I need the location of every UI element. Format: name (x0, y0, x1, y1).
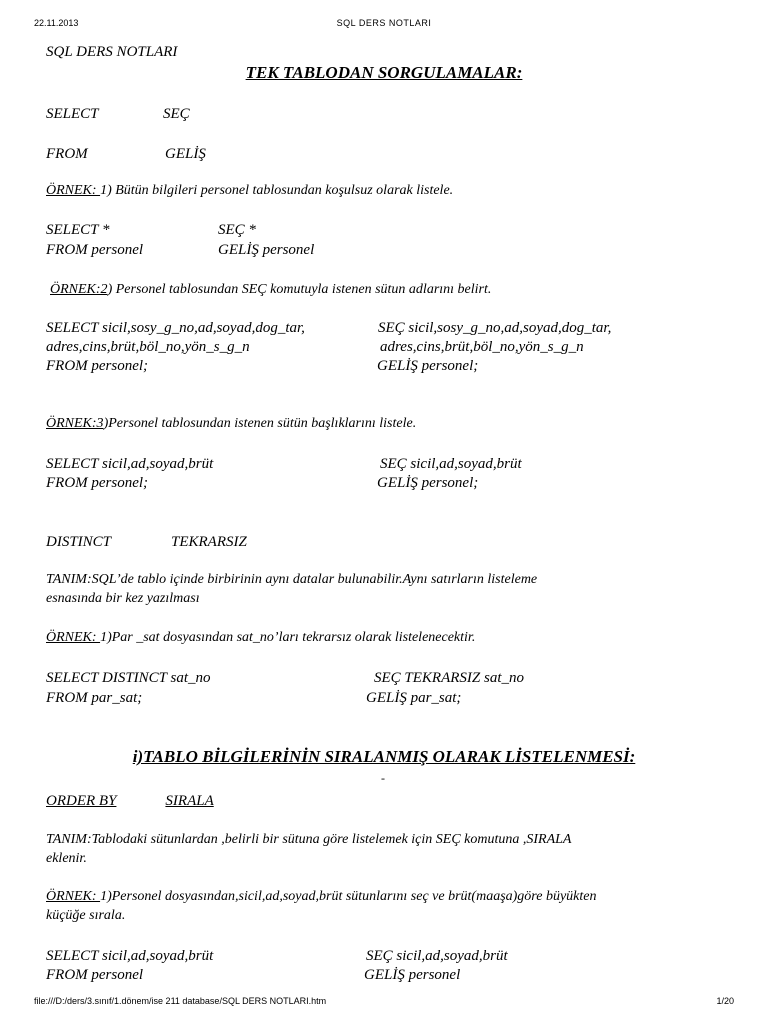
code-line: FROM par_sat; (46, 690, 143, 706)
definition-line: esnasında bir kez yazılması (46, 591, 200, 606)
header-date: 22.11.2013 (34, 18, 79, 28)
code-line: SELECT sicil,ad,soyad,brüt (46, 456, 214, 472)
example-label: ÖRNEK: (46, 889, 101, 904)
example-text: Par _sat dosyasından sat_no’ları tekrarsız olarak listelenecektir. (111, 630, 476, 645)
definition-line: TANIM:Tablodaki sütunlardan ,belirli bir sütuna göre listelemek için SEÇ komutuna ,SIRALA (46, 832, 572, 847)
code-line-tr: GELİŞ personel; (377, 358, 479, 374)
code-line: adres,cins,brüt,böl_no,yön_s_g_n (46, 339, 250, 355)
heading-single-table-queries: TEK TABLODAN SORGULAMALAR: (245, 63, 523, 82)
header-title: SQL DERS NOTLARI (336, 18, 432, 28)
example-text: Personel tablosundan istenen sütün başlıklarını listele. (108, 416, 417, 431)
example-label: ÖRNEK:3 (46, 416, 104, 431)
code-line-tr: SEÇ sicil,ad,soyad,brüt (366, 948, 508, 964)
example-4 (46, 630, 475, 646)
code-line-tr: SEÇ * (218, 222, 256, 238)
from-translation: GELİŞ (165, 146, 206, 162)
orderby-translation: SIRALA (165, 793, 214, 809)
select-translation: SEÇ (163, 106, 190, 122)
example-label: ÖRNEK: (46, 630, 101, 645)
example-number: 1) (100, 889, 112, 904)
code-line-tr: adres,cins,brüt,böl_no,yön_s_g_n (380, 339, 584, 355)
select-keyword: SELECT (46, 106, 99, 122)
code-line: SELECT * (46, 222, 110, 238)
doc-title: SQL DERS NOTLARI (46, 44, 178, 60)
code-line-tr: GELİŞ personel (364, 967, 461, 983)
definition-line: eklenir. (46, 851, 87, 866)
footer-page-number: 1/20 (716, 996, 734, 1006)
orderby-keyword (46, 793, 214, 810)
code-line-tr: GELİŞ personel (218, 242, 315, 258)
distinct-keyword: DISTINCT (46, 534, 112, 550)
orderby-label: ORDER BY (46, 793, 117, 809)
example-3 (46, 416, 416, 432)
example-label: ÖRNEK:2 (50, 282, 108, 297)
example-text: Personel dosyasından,sicil,ad,soyad,brüt sütunlarını seç ve brüt(maaşa)göre büyükten (111, 889, 597, 904)
example-text-cont: küçüğe sırala. (46, 908, 126, 923)
example-number: ) (103, 416, 109, 431)
example-text: Personel tablosundan SEÇ komutuyla istenen sütun adlarını belirt. (112, 282, 492, 297)
example-number: ) (107, 282, 113, 297)
example-number: 1) (100, 183, 112, 198)
example-label: ÖRNEK: (46, 183, 101, 198)
footer-url: file:///D:/ders/3.sınıf/1.dönem/ise 211 database/SQL DERS NOTLARI.htm (34, 996, 327, 1006)
code-line-tr: SEÇ sicil,ad,soyad,brüt (380, 456, 522, 472)
code-line-tr: GELİŞ personel; (377, 475, 479, 491)
code-line-tr: GELİŞ par_sat; (366, 690, 462, 706)
dash-mark: - (381, 771, 385, 785)
code-line: SELECT DISTINCT sat_no (46, 670, 211, 686)
code-line: FROM personel; (46, 358, 149, 374)
distinct-translation: TEKRARSIZ (171, 534, 247, 550)
code-line: SELECT sicil,sosy_g_no,ad,soyad,dog_tar, (46, 320, 305, 336)
heading-sorted-listing: i)TABLO BİLGİLERİNİN SIRALANMIŞ OLARAK LİSTELENMESİ: (132, 747, 636, 766)
code-line-tr: SEÇ sicil,sosy_g_no,ad,soyad,dog_tar, (378, 320, 612, 336)
code-line: FROM personel (46, 967, 144, 983)
example-1 (46, 183, 453, 199)
code-line-tr: SEÇ TEKRARSIZ sat_no (374, 670, 525, 686)
from-keyword: FROM (46, 146, 88, 162)
example-5 (46, 889, 596, 905)
code-line: FROM personel; (46, 475, 149, 491)
code-line: FROM personel (46, 242, 144, 258)
definition-line: TANIM:SQL’de tablo içinde birbirinin aynı datalar bulunabilir.Aynı satırların listeleme (46, 572, 538, 587)
example-2 (50, 282, 491, 298)
example-text: Bütün bilgileri personel tablosundan koşulsuz olarak listele. (111, 183, 454, 198)
code-line: SELECT sicil,ad,soyad,brüt (46, 948, 214, 964)
example-number: 1) (100, 630, 112, 645)
